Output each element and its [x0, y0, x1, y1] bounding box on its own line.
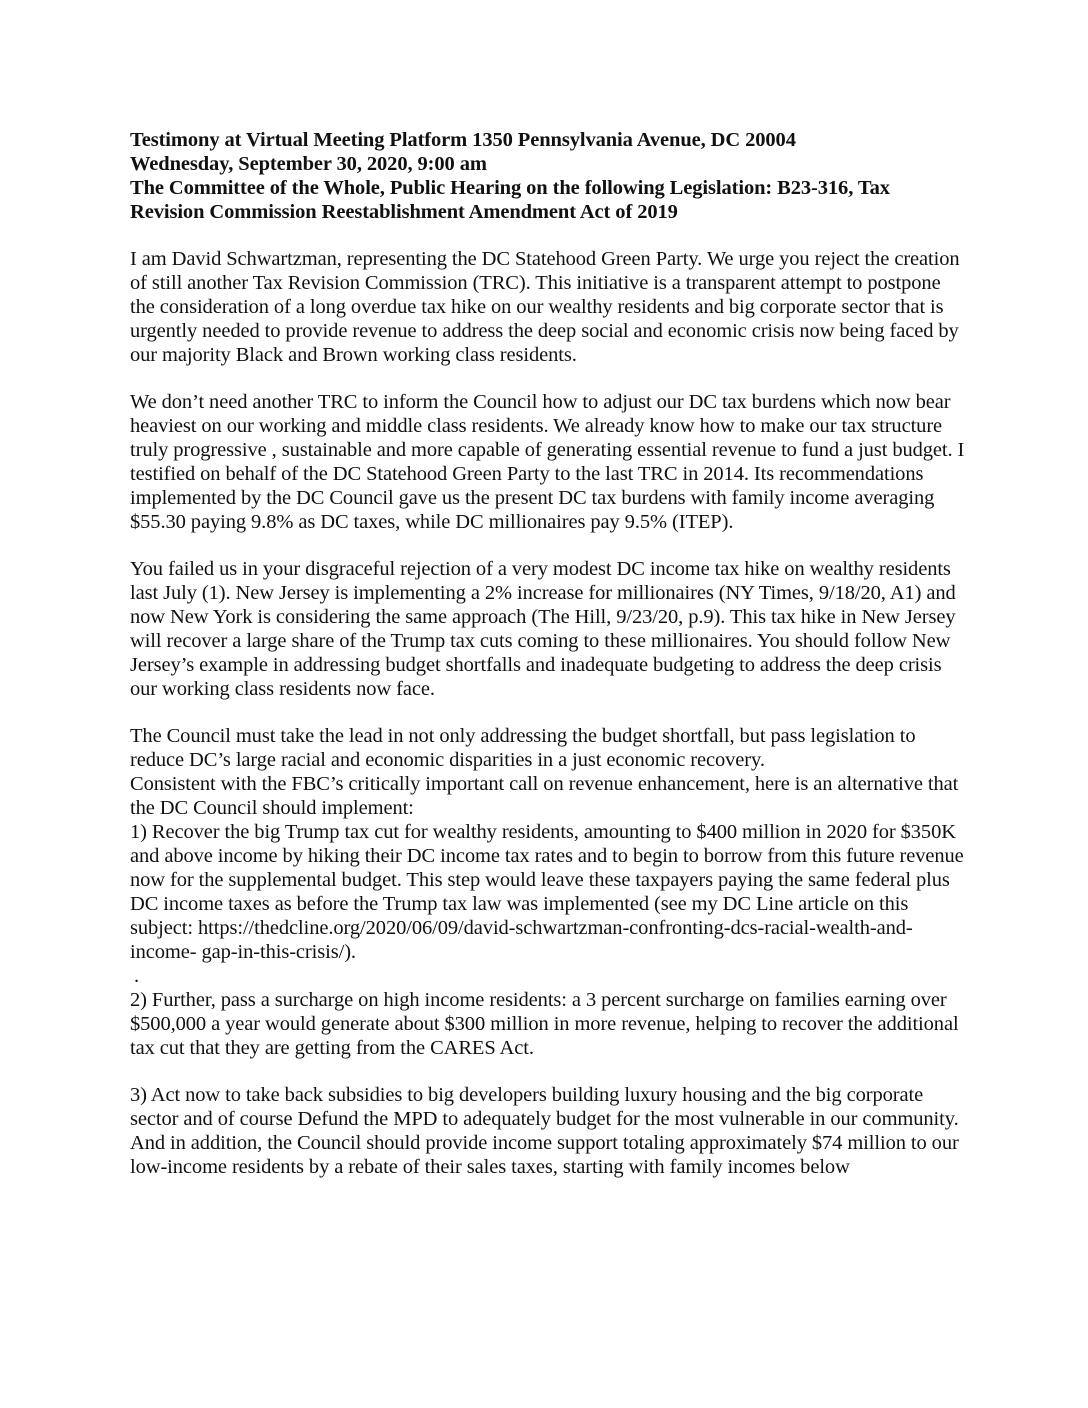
paragraph-introduction: I am David Schwartzman, representing the DC Statehood Green Party. We urge you reject the creation of still another Tax Revision Commission (TRC). This initiative is a transparent attempt to postpone the consideration of a long overdue tax hike on our wealthy residents and big corporate sector that is urgently needed to provide revenue to address the deep social and economic crisis now being faced by our majority Black and Brown working class residents. — [130, 248, 960, 366]
paragraph-trc: We don’t need another TRC to inform the Council how to adjust our DC tax burdens which now bear heaviest on our working and middle class residents. We already know how to make our tax structure truly progressive , sustainable and more capable of generating essential revenue to fund a just budget. I testified on behalf of the DC Statehood Green Party to the last TRC in 2014. Its recommendations implemented by the DC Council gave us the present DC tax burdens with family income averaging $55.30 paying 9.8% as DC taxes, while DC millionaires pay 9.5% (ITEP). — [130, 391, 965, 533]
paragraph-income-support: And in addition, the Council should provide income support totaling approximately $74 million to our low-income residents by a rebate of their sales taxes, starting with family incomes below — [130, 1132, 959, 1178]
header-line-committee: The Committee of the Whole, Public Hearing on the following Legislation: B23-316, Tax Revision Commission Reestablishment Amendment Act of 2019 — [130, 177, 890, 223]
header-line-venue: Testimony at Virtual Meeting Platform 1350 Pennsylvania Avenue, DC 20004 — [130, 129, 796, 151]
stray-dot: . — [134, 965, 140, 987]
list-item-2: 2) Further, pass a surcharge on high income residents: a 3 percent surcharge on families earning over $500,000 a year would generate about $300 million in more revenue, helping to recover the additional tax cut that they are getting from the CARES Act. — [130, 989, 959, 1059]
header-line-date: Wednesday, September 30, 2020, 9:00 am — [130, 153, 487, 175]
paragraph-council-lead: The Council must take the lead in not only addressing the budget shortfall, but pass legislation to reduce DC’s large racial and economic disparities in a just economic recovery. — [130, 725, 916, 771]
document-content — [130, 128, 965, 1179]
paragraph-fbc-alternative: Consistent with the FBC’s critically important call on revenue enhancement, here is an alternative that the DC Council should implement: — [130, 773, 959, 819]
list-item-1: 1) Recover the big Trump tax cut for wealthy residents, amounting to $400 million in 2020 for $350K and above income by hiking their DC income tax rates and to begin to borrow from this future revenue now for the supplemental budget. This step would leave these taxpayers paying the same federal plus DC income taxes as before the Trump tax law was implemented (see my DC Line article on this subject: https://thedcline.org/2020/06/09/david-schwartzman-confronting-dcs-racial-wealth-and-income- gap-in-this-crisis/). — [130, 821, 964, 963]
list-item-3: 3) Act now to take back subsidies to big developers building luxury housing and the big corporate sector and of course Defund the MPD to adequately budget for the most vulnerable in our community. — [130, 1084, 959, 1130]
paragraph-new-jersey: You failed us in your disgraceful rejection of a very modest DC income tax hike on wealthy residents last July (1). New Jersey is implementing a 2% increase for millionaires (NY Times, 9/18/20, A1) and now New York is considering the same approach (The Hill, 9/23/20, p.9). This tax hike in New Jersey will recover a large share of the Trump tax cuts coming to these millionaires. You should follow New Jersey’s example in addressing budget shortfalls and inadequate budgeting to address the deep crisis our working class residents now face. — [130, 558, 956, 700]
